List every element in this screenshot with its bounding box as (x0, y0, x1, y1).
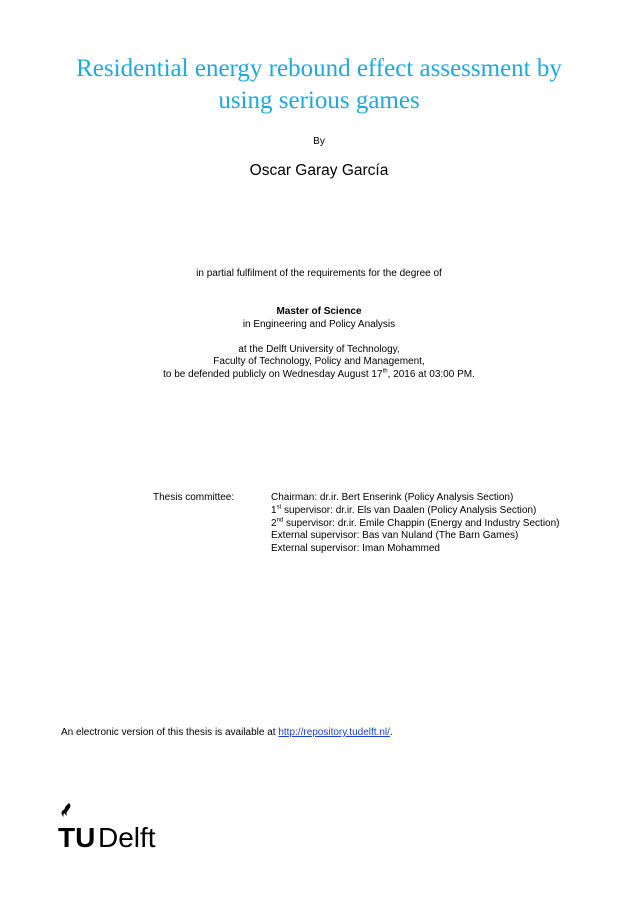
committee-member-first-supervisor (271, 505, 560, 518)
program-name: in Engineering and Policy Analysis (242, 319, 396, 330)
defense-date-main: to be defended publicly on Wednesday August 17 (163, 369, 383, 380)
thesis-title-line-2: using serious games (218, 87, 420, 114)
defense-date (0, 369, 638, 382)
committee-label: Thesis committee: (153, 492, 235, 503)
ordinal-suffix: nd (276, 517, 284, 524)
defense-date-suffix: th (382, 368, 388, 375)
ordinal-number: 1 (271, 504, 277, 516)
university-name: at the Delft University of Technology, (238, 344, 400, 355)
repository-link[interactable]: http://repository.tudelft.nl/ (278, 727, 390, 738)
electronic-version-note (61, 727, 393, 738)
committee-member-second-supervisor (271, 518, 560, 531)
committee-member-external-1: External supervisor: Bas van Nuland (The Barn Games) (271, 530, 519, 542)
thesis-title-line-1: Residential energy rebound effect assessment by (76, 55, 562, 82)
thesis-title (40, 53, 598, 117)
electronic-version-text: An electronic version of this thesis is available at (61, 727, 279, 738)
delft-logo-word: Delft (98, 822, 156, 850)
ordinal-suffix: st (276, 504, 282, 511)
ordinal-number: 2 (271, 517, 277, 529)
tu-logo-letters: TU (58, 822, 96, 850)
electronic-version-end: . (389, 727, 393, 738)
committee-member-external-2: External supervisor: Iman Mohammed (271, 543, 440, 555)
member-text: supervisor: dr.ir. Emile Chappin (Energy and Industry Section) (283, 517, 560, 529)
defense-date-time: , 2016 at 03:00 PM. (387, 369, 475, 380)
tu-delft-logo (58, 802, 170, 850)
member-text: supervisor: dr.ir. Els van Daalen (Policy Analysis Section) (281, 504, 537, 516)
by-label: By (313, 136, 325, 147)
committee-member-chairman: Chairman: dr.ir. Bert Enserink (Policy Analysis Section) (271, 492, 514, 503)
partial-fulfilment-text: in partial fulfilment of the requirements for the degree of (196, 268, 442, 279)
faculty-name: Faculty of Technology, Policy and Management, (213, 356, 425, 367)
committee-list (271, 492, 560, 556)
degree-name: Master of Science (276, 306, 362, 317)
flame-icon (61, 803, 70, 817)
author-name: Oscar Garay García (249, 162, 389, 179)
